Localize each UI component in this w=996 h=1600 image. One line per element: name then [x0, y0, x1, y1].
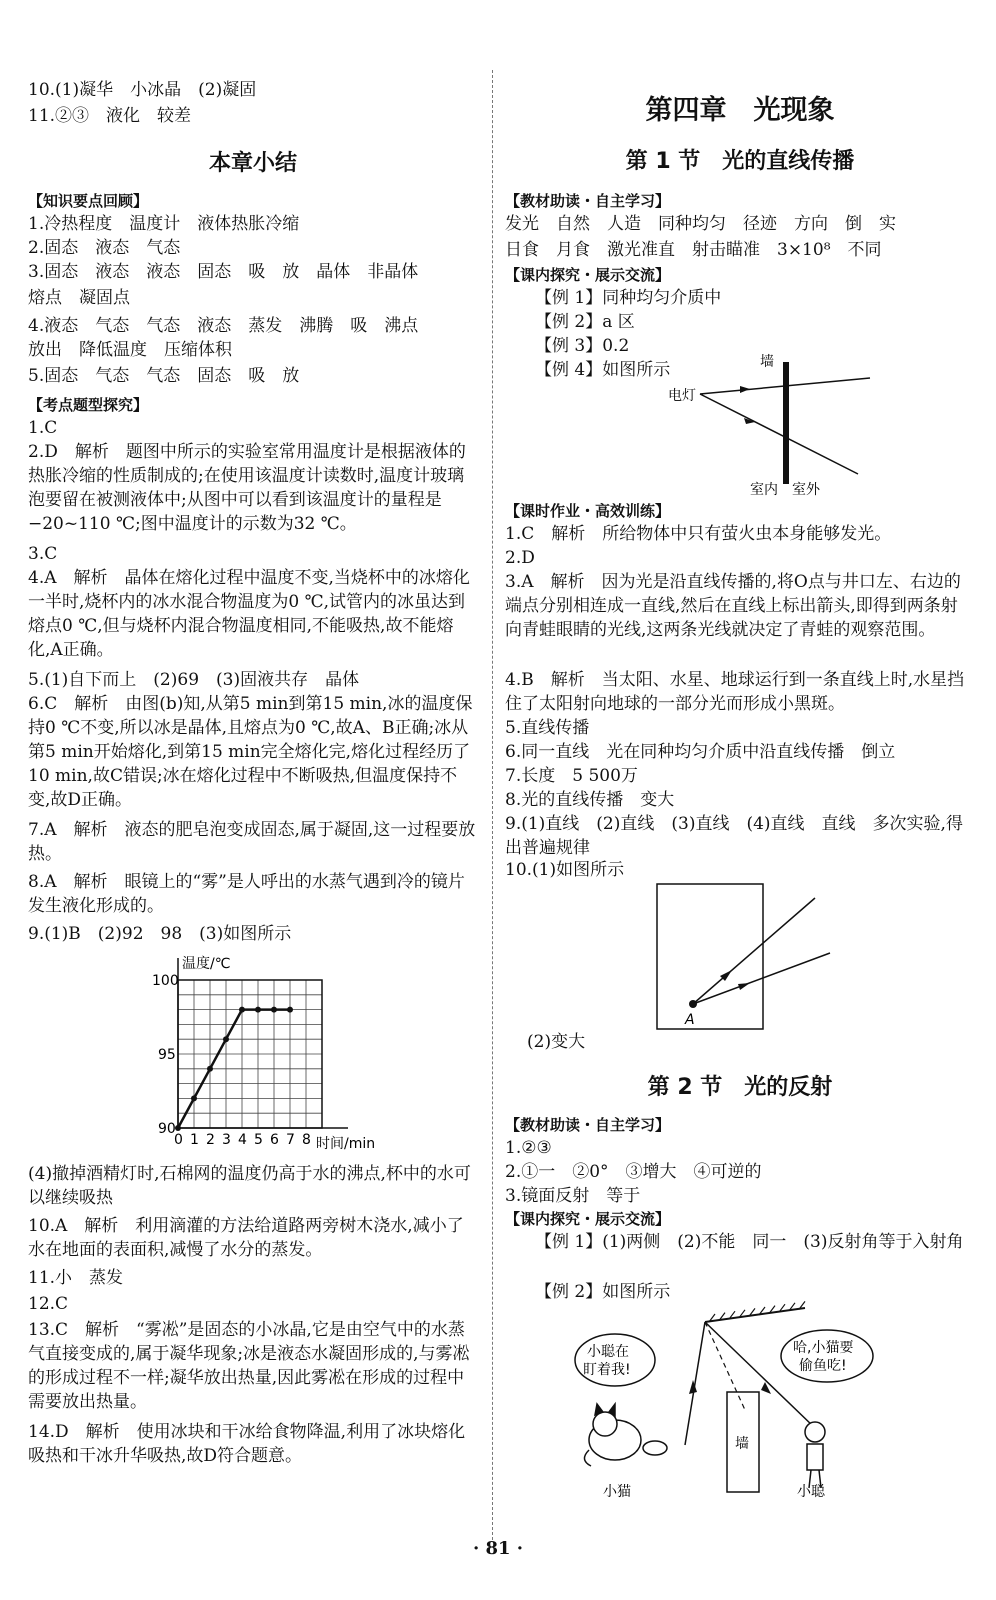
temperature-graph — [148, 950, 388, 1160]
exam-answer: 3.C — [28, 544, 58, 564]
s1-hw-answer: 7.长度 5 500万 — [505, 766, 638, 786]
s2-example: 【例 2】如图所示 — [535, 1282, 671, 1302]
speech-bubble-right — [781, 1330, 873, 1382]
knowledge-line: 熔点 凝固点 — [28, 288, 130, 308]
lamp-label: 电灯 — [668, 388, 696, 404]
s1-hw-answer: (2)变大 — [527, 1032, 586, 1052]
s2-class-header: 【课内探究・展示交流】 — [505, 1210, 671, 1228]
exam-answer: 9.(1)B (2)92 98 (3)如图所示 — [28, 924, 292, 944]
knowledge-line: 放出 降低温度 压缩体积 — [28, 340, 232, 360]
x-tick: 0 — [174, 1132, 183, 1148]
lamp-wall-figure — [668, 350, 890, 500]
s1-example: 【例 2】a 区 — [535, 312, 635, 332]
x-tick: 2 — [206, 1132, 215, 1148]
graph-point — [255, 1007, 261, 1013]
bubble-left-line2: 盯着我! — [583, 1362, 631, 1378]
cat-label: 小猫 — [603, 1484, 631, 1500]
exam-answer: 7.A 解析 液态的肥皂泡变成固态,属于凝固,这一过程要放热。 — [28, 820, 476, 864]
x-tick: 4 — [238, 1132, 247, 1148]
y-tick: 95 — [158, 1047, 176, 1063]
x-tick: 1 — [190, 1132, 199, 1148]
s1-example: 【例 1】同种均匀介质中 — [535, 288, 722, 308]
s1-hw-answer: 3.A 解析 因为光是沿直线传播的,将O点与井口左、右边的端点分别相连成一直线,然后在直线上标出箭头,即得到两条射向青蛙眼睛的光线,这两条光线就决定了青蛙的观察范围。 — [505, 572, 961, 640]
y-axis-label: 温度/℃ — [182, 956, 231, 972]
wall-label: 墙 — [760, 354, 774, 370]
knowledge-line: 5.固态 气态 气态 固态 吸 放 — [28, 366, 300, 386]
point-a-label: A — [685, 1012, 695, 1028]
bubble-right-line1: 哈,小猫要 — [793, 1340, 854, 1356]
answer-11: 11.②③ 液化 较差 — [28, 106, 192, 126]
s2-read-line: 1.②③ — [505, 1138, 552, 1158]
exam-answer: (4)撤掉酒精灯时,石棉网的温度仍高于水的沸点,杯中的水可以继续吸热 — [28, 1164, 471, 1208]
s2-read-header: 【教材助读・自主学习】 — [505, 1116, 671, 1134]
exam-answer: 4.A 解析 晶体在熔化过程中温度不变,当烧杯中的冰熔化一半时,烧杯内的冰水混合物温度为0 ℃,试管内的冰虽达到熔点0 ℃,但与烧杯内混合物温度相同,不能吸热,故不能熔化,A正确。 — [28, 568, 470, 660]
knowledge-line: 2.固态 液态 气态 — [28, 238, 181, 258]
y-tick: 100 — [152, 973, 179, 989]
x-tick: 7 — [286, 1132, 295, 1148]
exam-header: 【考点题型探究】 — [28, 396, 149, 414]
y-tick: 90 — [158, 1121, 176, 1137]
graph-point — [287, 1007, 293, 1013]
chapter-summary-title: 本章小结 — [208, 151, 297, 176]
x-axis-label: 时间/min — [316, 1136, 376, 1152]
graph-point — [175, 1125, 181, 1131]
box-rays-figure — [650, 878, 840, 1038]
mirror-reflection-figure — [565, 1300, 975, 1500]
knowledge-line: 1.冷热程度 温度计 液体热胀冷缩 — [28, 214, 300, 234]
s1-read-header: 【教材助读・自主学习】 — [505, 192, 671, 210]
indoor-label: 室内 — [750, 482, 778, 498]
s1-hw-answer: 5.直线传播 — [505, 718, 590, 738]
mirror — [705, 1308, 805, 1322]
exam-answer: 14.D 解析 使用冰块和干冰给食物降温,利用了冰块熔化吸热和干冰升华吸热,故D符合题意。 — [28, 1422, 466, 1466]
s1-read-line: 日食 月食 激光准直 射击瞄准 3×10⁸ 不同 — [505, 240, 882, 260]
s2-read-line: 3.镜面反射 等于 — [505, 1186, 641, 1206]
exam-answer: 5.(1)自下而上 (2)69 (3)固液共存 晶体 — [28, 670, 360, 690]
x-tick: 3 — [222, 1132, 231, 1148]
answer-10: 10.(1)凝华 小冰晶 (2)凝固 — [28, 80, 257, 100]
knowledge-line: 3.固态 液态 液态 固态 吸 放 晶体 非晶体 — [28, 262, 419, 282]
x-tick: 6 — [270, 1132, 279, 1148]
chapter-title: 第四章 光现象 — [645, 95, 835, 126]
s1-hw-answer: 2.D — [505, 548, 535, 568]
point-a-dot — [689, 1000, 697, 1008]
wall-text: 墙 — [735, 1436, 749, 1452]
bubble-left-line1: 小聪在 — [587, 1344, 629, 1360]
graph-point — [271, 1007, 277, 1013]
section-2-title: 第 2 节 光的反射 — [647, 1075, 833, 1100]
cat-drawing — [584, 1404, 667, 1466]
graph-point — [223, 1036, 229, 1042]
s1-hw-answer: 1.C 解析 所给物体中只有萤火虫本身能够发光。 — [505, 524, 892, 544]
exam-answer: 6.C 解析 由图(b)知,从第5 min到第15 min,冰的温度保持0 ℃不变,所以冰是晶体,且熔点为0 ℃,故A、B正确;冰从第5 min开始熔化,到第15 min完全熔化完,熔化过程经历了10 min,故C错误;冰在熔化过程中不断吸热,但温度保持不变,故D正确。 — [28, 694, 473, 810]
column-divider — [492, 70, 493, 1540]
s1-hw-answer: 8.光的直线传播 变大 — [505, 790, 675, 810]
person-drawing — [805, 1422, 825, 1488]
s1-hw-answer: 9.(1)直线 (2)直线 (3)直线 (4)直线 直线 多次实验,得出普遍规律 — [505, 814, 963, 858]
exam-answer: 13.C 解析 “雾凇”是固态的小冰晶,它是由空气中的水蒸气直接变成的,属于凝华现象;冰是液态水凝固形成的,与雾凇的形成过程不一样;凝华放出热量,因此雾凇在形成的过程中需要放出热量。 — [28, 1320, 470, 1412]
s1-hw-header: 【课时作业・高效训练】 — [505, 502, 671, 520]
s1-read-line: 发光 自然 人造 同种均匀 径迹 方向 倒 实 — [505, 214, 896, 234]
person-label: 小聪 — [797, 1484, 825, 1500]
page-number: · 81 · — [472, 1538, 524, 1559]
section-1-title: 第 1 节 光的直线传播 — [625, 149, 855, 174]
s1-class-header: 【课内探究・展示交流】 — [505, 266, 671, 284]
s1-hw-answer: 10.(1)如图所示 — [505, 860, 625, 880]
exam-answer: 8.A 解析 眼镜上的“雾”是人呼出的水蒸气遇到冷的镜片发生液化形成的。 — [28, 872, 465, 916]
outdoor-label: 室外 — [792, 482, 820, 498]
x-tick: 5 — [254, 1132, 263, 1148]
s1-example: 【例 3】0.2 — [535, 336, 630, 356]
x-tick: 8 — [302, 1132, 311, 1148]
bubble-right-line2: 偷鱼吃! — [799, 1358, 847, 1374]
s2-read-line: 2.①一 ②0° ③增大 ④可逆的 — [505, 1162, 762, 1182]
exam-answer: 2.D 解析 题图中所示的实验室常用温度计是根据液体的热胀冷缩的性质制成的;在使用该温度计读数时,温度计玻璃泡要留在被测液体中;从图中可以看到该温度计的量程是−20~110 ℃;图中温度计的示数为32 ℃。 — [28, 442, 466, 534]
graph-point — [207, 1066, 213, 1072]
exam-answer: 10.A 解析 利用滴灌的方法给道路两旁树木浇水,减小了水在地面的表面积,减慢了水分的蒸发。 — [28, 1216, 464, 1260]
s1-hw-answer: 6.同一直线 光在同种均匀介质中沿直线传播 倒立 — [505, 742, 896, 762]
s2-example: 【例 1】(1)两侧 (2)不能 同一 (3)反射角等于入射角 — [535, 1232, 964, 1252]
graph-point — [191, 1095, 197, 1101]
s1-hw-answer: 4.B 解析 当太阳、水星、地球运行到一条直线上时,水星挡住了太阳射向地球的一部分光而形成小黑斑。 — [505, 670, 965, 714]
knowledge-line: 4.液态 气态 气态 液态 蒸发 沸腾 吸 沸点 — [28, 316, 419, 336]
knowledge-header: 【知识要点回顾】 — [28, 192, 149, 210]
graph-point — [239, 1007, 245, 1013]
s1-example: 【例 4】如图所示 — [535, 360, 671, 380]
exam-answer: 1.C — [28, 418, 58, 438]
speech-bubble-left — [575, 1334, 655, 1386]
exam-answer: 12.C — [28, 1294, 69, 1314]
exam-answer: 11.小 蒸发 — [28, 1268, 124, 1288]
